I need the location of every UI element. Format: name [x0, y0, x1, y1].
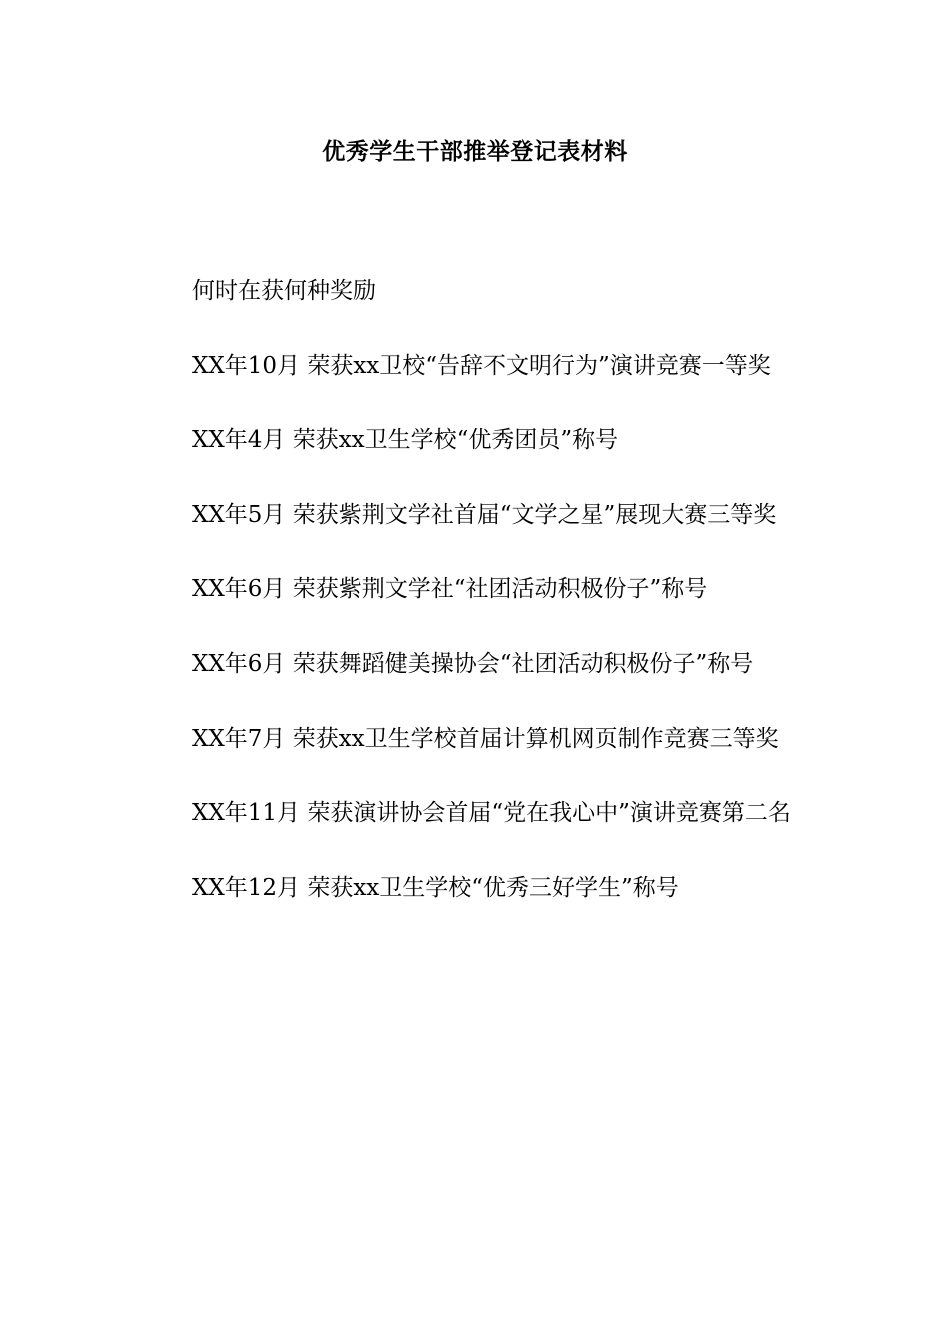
award-entry: XX年12月 荣获xx卫生学校“优秀三好学生”称号	[192, 874, 679, 901]
award-entry: XX年11月 荣获演讲协会首届“党在我心中”演讲竞赛第二名	[192, 800, 791, 827]
award-entry: XX年7月 荣获xx卫生学校首届计算机网页制作竞赛三等奖	[192, 725, 779, 752]
award-entry: XX年6月 荣获舞蹈健美操协会“社团活动积极份子”称号	[192, 650, 754, 677]
award-entry: XX年5月 荣获紫荆文学社首届“文学之星”展现大赛三等奖	[192, 501, 777, 528]
document-title: 优秀学生干部推举登记表材料	[322, 138, 628, 165]
award-entry: XX年6月 荣获紫荆文学社“社团活动积极份子”称号	[192, 576, 708, 603]
award-entry: XX年10月 荣获xx卫校“告辞不文明行为”演讲竞赛一等奖	[192, 352, 771, 379]
document-body	[145, 254, 810, 925]
section-heading: 何时在获何种奖励	[192, 278, 376, 304]
award-entry: XX年4月 荣获xx卫生学校“优秀团员”称号	[192, 427, 619, 454]
